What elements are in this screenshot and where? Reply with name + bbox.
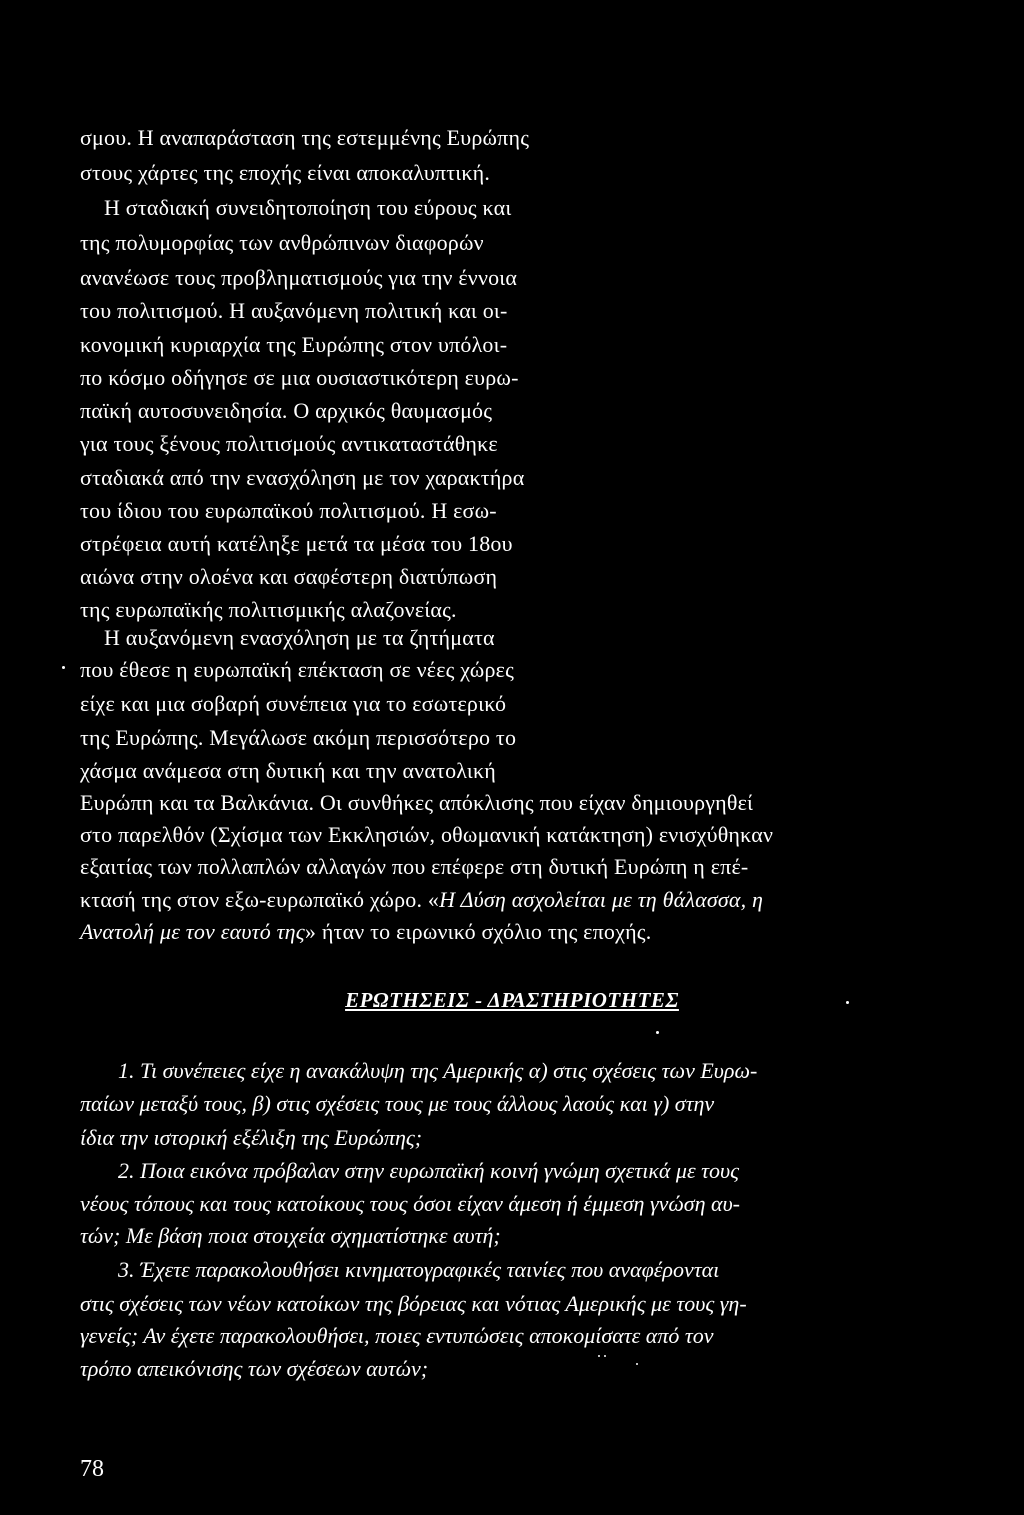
question-line: 2. Ποια εικόνα πρόβαλαν στην ευρωπαϊκή κοινή γνώμη σχετικά με τους xyxy=(118,1158,740,1183)
question-line: στις σχέσεις των νέων κατοίκων της βόρειας και νότιας Αμερικής με τους γη- xyxy=(80,1291,747,1316)
italic-quote: Η Δύση ασχολείται με τη θάλασσα, η xyxy=(439,887,764,912)
body-line: της Ευρώπης. Μεγάλωσε ακόμη περισσότερο το xyxy=(80,725,517,750)
question-line: 3. Έχετε παρακολουθήσει κινηματογραφικές ταινίες που αναφέρονται xyxy=(118,1257,720,1282)
question-line: τρόπο απεικόνισης των σχέσεων αυτών; xyxy=(80,1356,429,1381)
body-line: αιώνα στην ολοένα και σαφέστερη διατύπωση xyxy=(80,564,498,589)
plain-text: κτασή της στον εξω-ευρωπαϊκό χώρο. « xyxy=(80,887,440,912)
body-line: παϊκή αυτοσυνειδησία. Ο αρχικός θαυμασμός xyxy=(80,398,493,423)
body-line: πο κόσμο οδήγησε σε μια ουσιαστικότερη ευρω- xyxy=(80,365,519,390)
body-line: Ευρώπη και τα Βαλκάνια. Οι συνθήκες απόκλισης που είχαν δημιουργηθεί xyxy=(80,790,754,815)
question-line: νέους τόπους και τους κατοίκους τους όσοι είχαν άμεση ή έμμεση γνώση αυ- xyxy=(80,1191,740,1216)
section-heading: ΕΡΩΤΗΣΕΙΣ - ΔΡΑΣΤΗΡΙΟΤΗΤΕΣ xyxy=(345,988,679,1012)
body-line: εξαιτίας των πολλαπλών αλλαγών που επέφερε στη δυτική Ευρώπη η επέ- xyxy=(80,854,749,879)
body-line: που έθεσε η ευρωπαϊκή επέκταση σε νέες χώρες xyxy=(80,657,514,682)
body-line: Η σταδιακή συνειδητοποίηση του εύρους και xyxy=(104,195,512,220)
body-line: κονομική κυριαρχία της Ευρώπης στον υπόλοι- xyxy=(80,332,508,357)
scan-speck xyxy=(598,1355,600,1357)
body-line: στρέφεια αυτή κατέληξε μετά τα μέσα του 18ου xyxy=(80,531,513,556)
body-line: του ίδιου του ευρωπαϊκού πολιτισμού. Η εσω- xyxy=(80,498,497,523)
body-line: Η αυξανόμενη ενασχόληση με τα ζητήματα xyxy=(104,625,495,650)
question-line: παίων μεταξύ τους, β) στις σχέσεις τους με τους άλλους λαούς και γ) στην xyxy=(80,1091,715,1116)
scan-speck xyxy=(656,1031,659,1034)
question-line: γενείς; Αν έχετε παρακολουθήσει, ποιες εντυπώσεις αποκομίσατε από τον xyxy=(80,1323,714,1348)
page-number: 78 xyxy=(80,1456,104,1482)
body-line: της πολυμορφίας των ανθρώπινων διαφορών xyxy=(80,230,484,255)
italic-quote: Ανατολή με τον εαυτό της xyxy=(80,919,305,944)
body-line: χάσμα ανάμεσα στη δυτική και την ανατολική xyxy=(80,758,497,783)
body-line: για τους ξένους πολιτισμούς αντικαταστάθηκε xyxy=(80,431,498,456)
scan-speck xyxy=(636,1363,638,1365)
plain-text: » ήταν το ειρωνικό σχόλιο της εποχής. xyxy=(304,919,652,944)
question-line: 1. Τι συνέπειες είχε η ανακάλυψη της Αμερικής α) στις σχέσεις των Ευρω- xyxy=(118,1058,758,1083)
body-line: σταδιακά από την ενασχόληση με τον χαρακτήρα xyxy=(80,465,525,490)
body-line: είχε και μια σοβαρή συνέπεια για το εσωτερικό xyxy=(80,691,507,716)
body-line: της ευρωπαϊκής πολιτισμικής αλαζονείας. xyxy=(80,597,457,622)
scan-speck xyxy=(846,1001,849,1004)
body-line: ανανέωσε τους προβληματισμούς για την έννοια xyxy=(80,265,518,290)
body-line-mixed xyxy=(80,886,763,914)
scan-speck xyxy=(604,1355,606,1357)
body-line: στους χάρτες της εποχής είναι αποκαλυπτική. xyxy=(80,160,491,185)
body-line: του πολιτισμού. Η αυξανόμενη πολιτική και οι- xyxy=(80,298,508,323)
question-line: ίδια την ιστορική εξέλιξη της Ευρώπης; xyxy=(80,1125,423,1150)
body-line: σμου. Η αναπαράσταση της εστεμμένης Ευρώπης xyxy=(80,125,530,150)
body-line: στο παρελθόν (Σχίσμα των Εκκλησιών, οθωμανική κατάκτηση) ενισχύθηκαν xyxy=(80,822,774,847)
body-line-mixed xyxy=(80,918,651,946)
question-line: τών; Με βάση ποια στοιχεία σχηματίστηκε αυτή; xyxy=(80,1223,501,1248)
scan-speck xyxy=(62,666,65,669)
